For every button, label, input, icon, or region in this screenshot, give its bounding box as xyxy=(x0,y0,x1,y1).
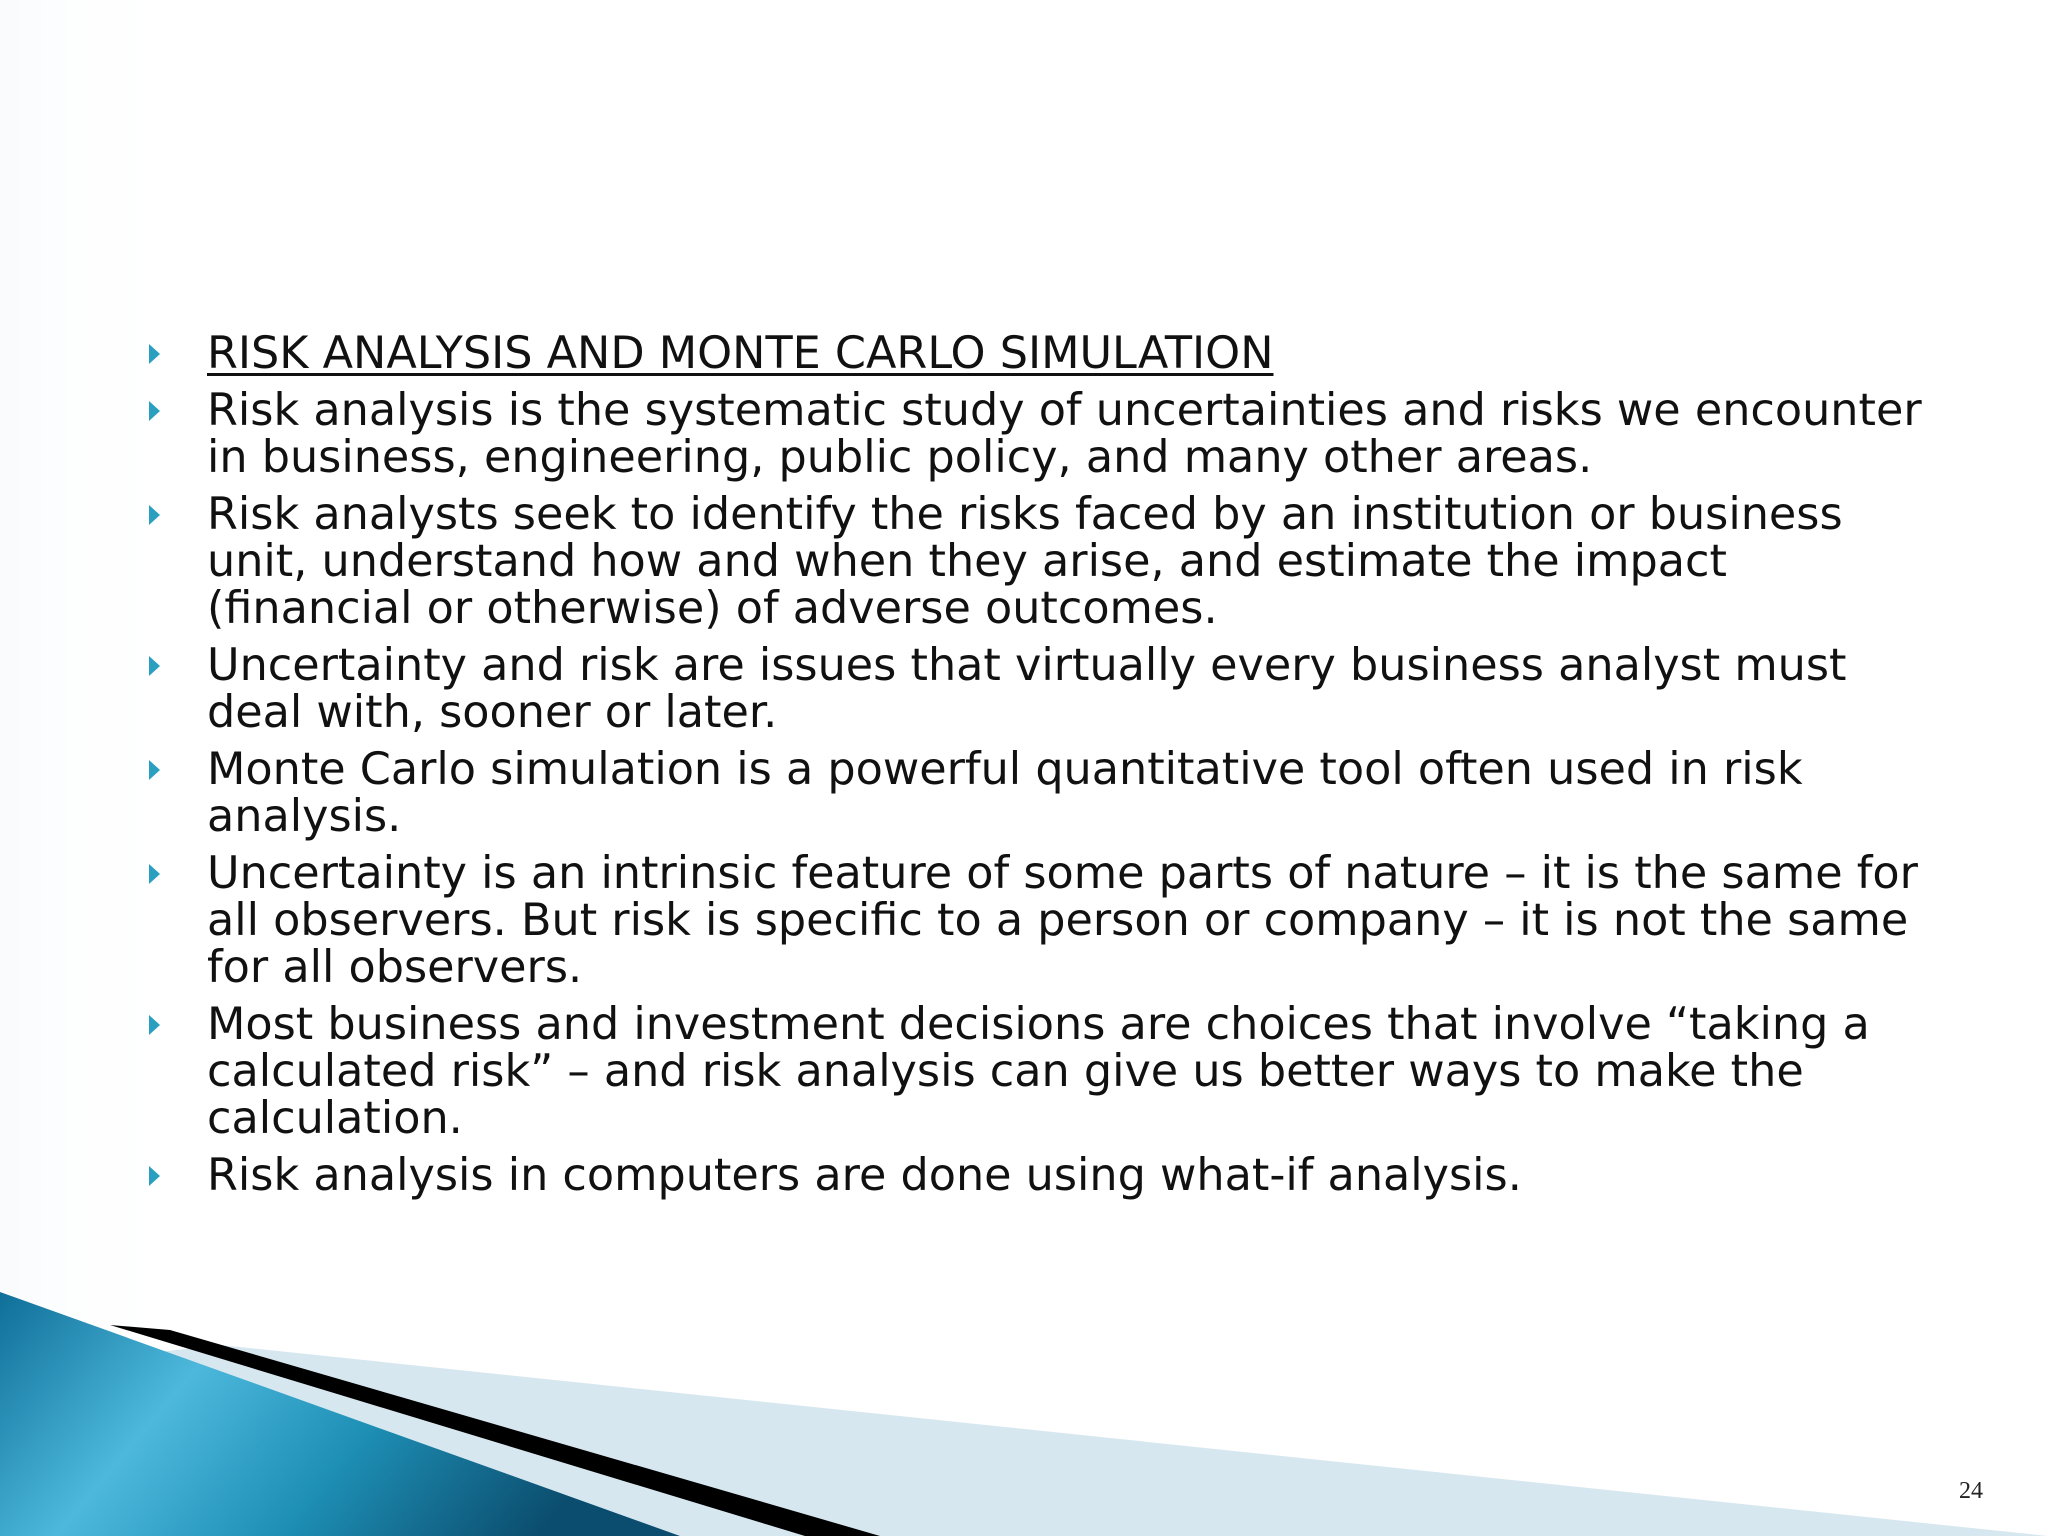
bullet-arrow-icon xyxy=(149,760,160,780)
page-number: 24 xyxy=(1959,1478,1983,1504)
bullet-item xyxy=(145,491,1945,632)
bullet-arrow-icon xyxy=(149,864,160,884)
bullet-text: Monte Carlo simulation is a powerful quantitative tool often used in risk analysis. xyxy=(207,744,1803,842)
bullet-arrow-icon xyxy=(149,505,160,525)
bullet-text: Risk analysts seek to identify the risks faced by an institution or business unit, understand how and when they arise, and estimate the impact (financial or otherwise) of adverse outcomes. xyxy=(207,489,1843,634)
bullet-arrow-icon xyxy=(149,344,160,364)
bullet-item xyxy=(145,387,1945,481)
bullet-item xyxy=(145,642,1945,736)
bullet-text: Uncertainty and risk are issues that virtually every business analyst must deal with, sooner or later. xyxy=(207,640,1847,738)
bullet-title xyxy=(145,330,1945,377)
bullet-arrow-icon xyxy=(149,656,160,676)
bullet-item xyxy=(145,1152,1945,1199)
bullet-item xyxy=(145,1001,1945,1142)
bullet-list xyxy=(145,330,1945,1199)
bullet-arrow-icon xyxy=(149,1166,160,1186)
bullet-text: Most business and investment decisions are choices that involve “taking a calculated risk” – and risk analysis can give us better ways to make the calculation. xyxy=(207,999,1870,1144)
bullet-item xyxy=(145,746,1945,840)
bullet-text: Risk analysis is the systematic study of uncertainties and risks we encounter in business, engineering, public policy, and many other areas. xyxy=(207,385,1922,483)
bullet-item xyxy=(145,850,1945,991)
bullet-text: Risk analysis in computers are done using what-if analysis. xyxy=(207,1150,1522,1201)
bullet-text: Uncertainty is an intrinsic feature of some parts of nature – it is the same for all observers. But risk is specific to a person or company – it is not the same for all observers. xyxy=(207,848,1918,993)
slide-title: RISK ANALYSIS AND MONTE CARLO SIMULATION xyxy=(207,328,1274,379)
slide-content xyxy=(145,330,1945,1209)
bullet-arrow-icon xyxy=(149,401,160,421)
bullet-arrow-icon xyxy=(149,1015,160,1035)
